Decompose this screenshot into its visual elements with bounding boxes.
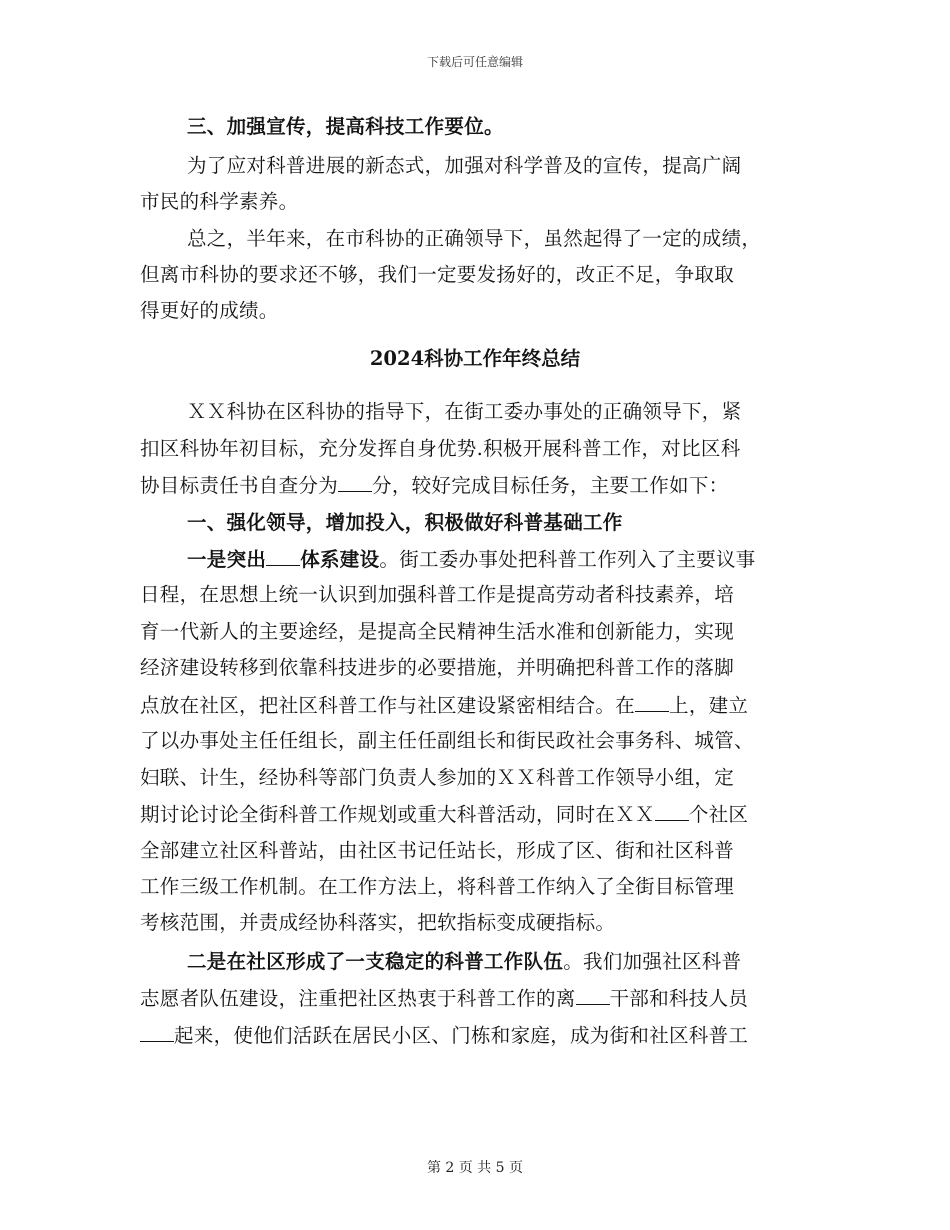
paragraph-line: 育一代新人的主要途经，是提高全民精神生活水准和创新能力，实现 bbox=[140, 620, 735, 643]
paragraph-line: 二是在社区形成了一支稳定的科普工作队伍。我们加强社区科普 bbox=[187, 950, 742, 973]
paragraph-line: 点放在社区，把社区科普工作与社区建设紧密相结合。在 上，建立 bbox=[140, 694, 749, 717]
paragraph-line: 总之，半年来，在市科协的正确领导下，虽然起得了一定的成绩， bbox=[187, 227, 762, 250]
paragraph-line: 工作三级工作机制。在工作方法上，将科普工作纳入了全街目标管理 bbox=[140, 875, 735, 898]
paragraph-line: 日程，在思想上统一认识到加强科普工作是提高劳动者科技素养，培 bbox=[140, 583, 735, 606]
paragraph-line: 扣区科协年初目标，充分发挥自身优势.积极开展科普工作，对比区科 bbox=[140, 437, 741, 460]
fill-blank bbox=[266, 547, 300, 566]
paragraph-line: 但离市科协的要求还不够，我们一定要发扬好的，改正不足，争取取 bbox=[140, 263, 735, 286]
section-heading: 一、强化领导，增加投入，积极做好科普基础工作 bbox=[187, 511, 623, 534]
paragraph-line: 协目标责任书自查分为 分，较好完成目标任务，主要工作如下： bbox=[140, 474, 729, 497]
paragraph-line: 了以办事处主任任组长，副主任任副组长和街民政社会事务科、城管、 bbox=[140, 729, 754, 752]
paragraph-line: 经济建设转移到依靠科技进步的必要措施，并明确把科普工作的落脚 bbox=[140, 656, 735, 679]
fill-blank bbox=[140, 1023, 174, 1042]
page-footer: 第 2 页 共 5 页 bbox=[426, 1160, 524, 1176]
document-title: 2024科协工作年终总结 bbox=[369, 347, 581, 370]
paragraph-line: 得更好的成绩。 bbox=[140, 299, 279, 322]
paragraph-line: 市民的科学素养。 bbox=[140, 190, 299, 213]
section-heading: 三、加强宣传，提高科技工作要位。 bbox=[187, 115, 504, 138]
paragraph-line: ＸＸ科协在区科协的指导下，在街工委办事处的正确领导下，紧 bbox=[187, 400, 742, 423]
paragraph-line: 为了应对科普进展的新态式，加强对科学普及的宣传，提高广阔 bbox=[187, 154, 742, 177]
paragraph-line: 一是突出 体系建设。街工委办事处把科普工作列入了主要议事 bbox=[187, 548, 756, 571]
paragraph-line: 志愿者队伍建设，注重把社区热衷于科普工作的离 干部和科技人员 bbox=[140, 987, 749, 1010]
fill-blank bbox=[655, 802, 689, 821]
fill-blank bbox=[338, 473, 372, 492]
paragraph-line: 期讨论讨论全街科普工作规划或重大科普活动，同时在ＸＸ 个社区 bbox=[140, 803, 749, 826]
fill-blank bbox=[635, 693, 669, 712]
paragraph-line: 妇联、计生，经协科等部门负责人参加的ＸＸ科普工作领导小组，定 bbox=[140, 766, 735, 789]
paragraph-line: 起来，使他们活跃在居民小区、门栋和家庭，成为街和社区科普工 bbox=[140, 1023, 820, 1048]
page-header: 下载后可任意编辑 bbox=[426, 55, 523, 69]
paragraph-line: 考核范围，并责成经协科落实，把软指标变成硬指标。 bbox=[140, 911, 616, 934]
fill-blank bbox=[576, 986, 610, 1005]
paragraph-line: 全部建立社区科普站，由社区书记任站长，形成了区、街和社区科普 bbox=[140, 839, 735, 862]
